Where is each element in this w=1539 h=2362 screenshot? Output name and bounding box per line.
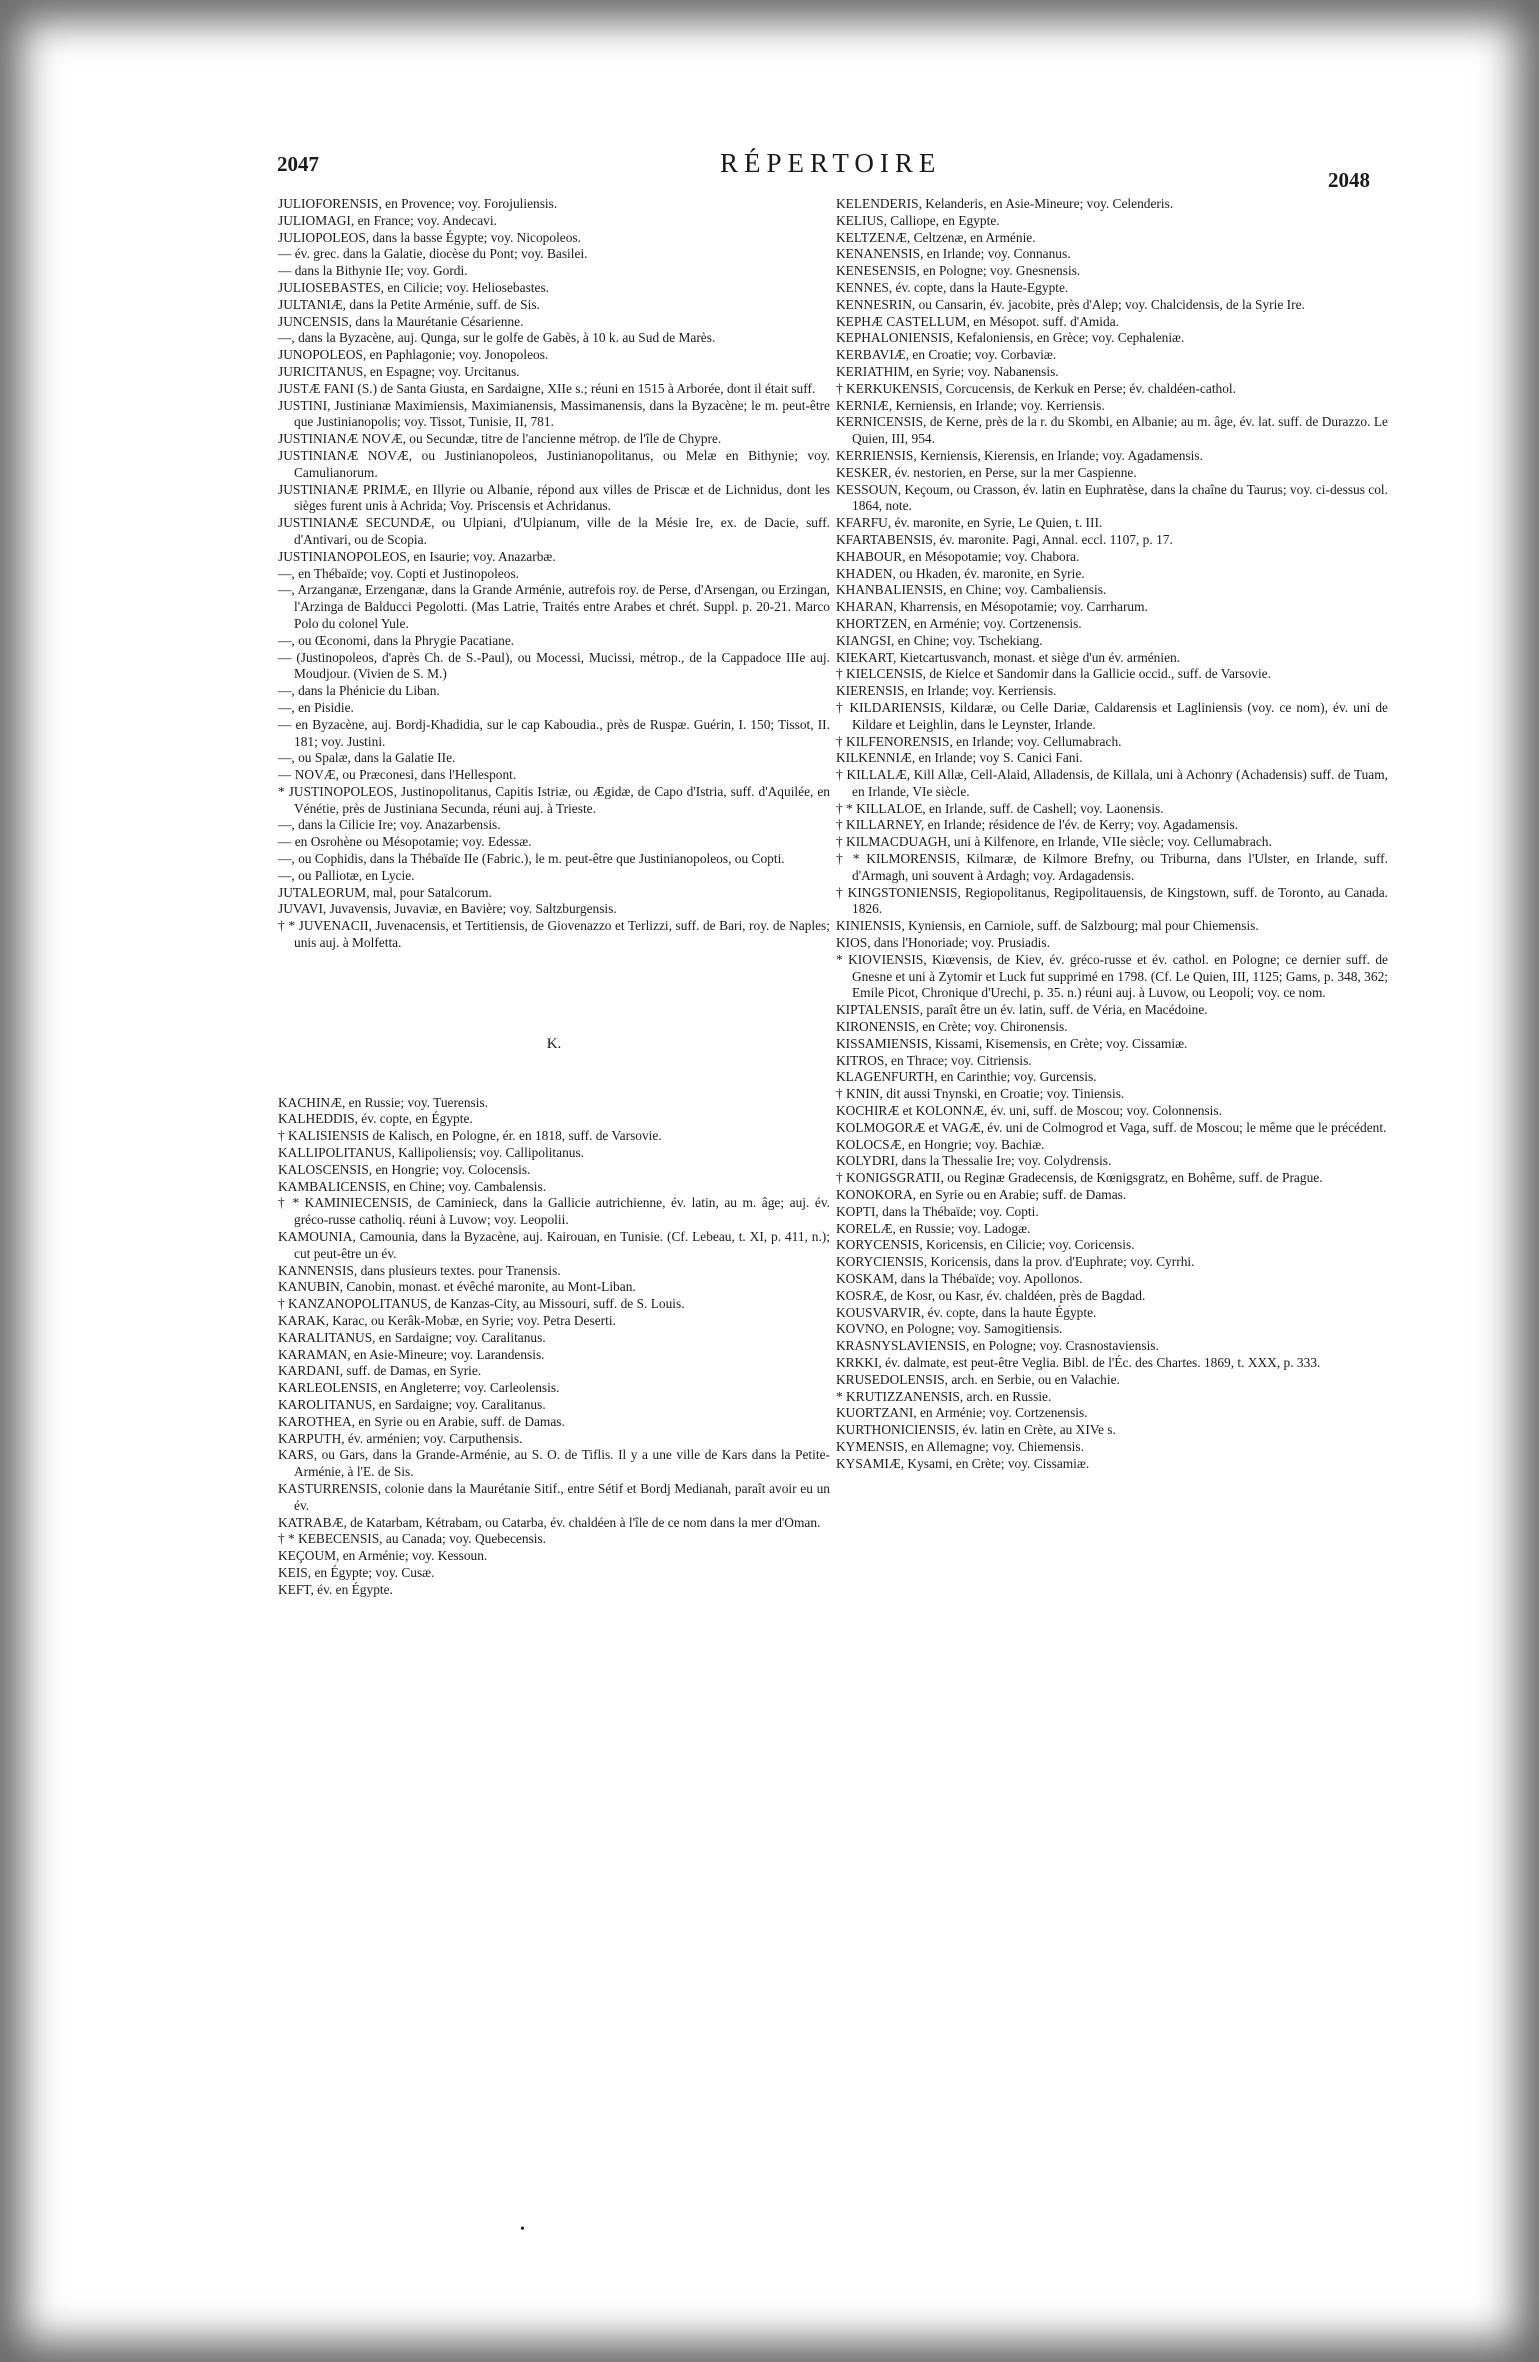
dictionary-entry: KOLMOGORÆ et VAGÆ, év. uni de Colmogrod et Vaga, suff. de Moscou; le même que le précédent. <box>836 1119 1387 1135</box>
dictionary-entry: JUSTINIANÆ NOVÆ, ou Secundæ, titre de l'ancienne métrop. de l'île de Chypre. <box>278 431 722 447</box>
dictionary-entry: † KILLALÆ, Kill Allæ, Cell-Alaid, Alladensis, de Killala, uni à Achonry (Achadensis) suff. de Tuam, en Irlande, VIe siècle. <box>836 767 1388 799</box>
dictionary-entry: KARAMAN, en Asie-Mineure; voy. Larandensis. <box>278 1346 545 1362</box>
dictionary-entry: KARALITANUS, en Sardaigne; voy. Caralitanus. <box>278 1329 546 1345</box>
dictionary-entry: KESSOUN, Keçoum, ou Crasson, év. latin en Euphratèse, dans la chaîne du Taurus; voy. ci-dessus col. 1864, note. <box>836 481 1388 514</box>
dictionary-entry: KFARFU, év. maronite, en Syrie, Le Quien, t. III. <box>836 515 1103 531</box>
dictionary-entry: KENANENSIS, en Irlande; voy. Connanus. <box>836 246 1071 262</box>
dictionary-entry: KARDANI, suff. de Damas, en Syrie. <box>278 1363 482 1379</box>
dictionary-entry: KIEKART, Kietcartusvanch, monast. et siège d'un év. arménien. <box>836 649 1181 665</box>
dictionary-entry: † KALISIENSIS de Kalisch, en Pologne, ér. en 1818, suff. de Varsovie. <box>278 1128 662 1144</box>
dictionary-entry: † KILLARNEY, en Irlande; résidence de l'év. de Kerry; voy. Agadamensis. <box>836 817 1239 833</box>
dictionary-entry: † KIELCENSIS, de Kielce et Sandomir dans la Gallicie occid., suff. de Varsovie. <box>836 666 1271 682</box>
dictionary-entry: KATRABÆ, de Katarbam, Kétrabam, ou Catarba, év. chaldéen à l'île de ce nom dans la mer d'Oman. <box>278 1514 821 1530</box>
dictionary-entry: KIANGSI, en Chine; voy. Tschekiang. <box>836 632 1043 648</box>
dictionary-entry: † KNIN, dit aussi Tnynski, en Croatie; voy. Tiniensis. <box>836 1086 1125 1102</box>
dictionary-entry: † KONIGSGRATII, ou Reginæ Gradecensis, de Kœnigsgratz, en Bohême, suff. de Prague. <box>836 1170 1323 1186</box>
dictionary-entry: † * KAMINIECENSIS, de Caminieck, dans la Gallicie autrichienne, év. latin, au m. âge; auj. év. gréco-russe catholiq. réuni à Luvow; voy. Leopolii. <box>278 1195 830 1228</box>
dictionary-entry: KARS, ou Gars, dans la Grande-Arménie, au S. O. de Tiflis. Il y a une ville de Kars dans la Petite-Arménie, à l'E. de Sis. <box>278 1447 830 1480</box>
dictionary-entry: KALLIPOLITANUS, Kallipoliensis; voy. Callipolitanus. <box>278 1145 585 1161</box>
dictionary-entry: KOLYDRI, dans la Thessalie Ire; voy. Colydrensis. <box>836 1153 1112 1169</box>
dictionary-entry: KIRONENSIS, en Crète; voy. Chironensis. <box>836 1019 1068 1035</box>
dictionary-entry: KALHEDDIS, év. copte, en Égypte. <box>278 1111 473 1127</box>
dictionary-entry: —, en Pisidie. <box>278 699 354 715</box>
dictionary-entry: KRKKI, év. dalmate, est peut-être Veglia. Bibl. de l'Éc. des Chartes. 1869, t. XXX, p. 333. <box>836 1354 1321 1370</box>
dictionary-entry: —, ou Spalæ, dans la Galatie IIe. <box>278 750 456 766</box>
dictionary-entry: KHANBALIENSIS, en Chine; voy. Cambaliensis. <box>836 582 1107 598</box>
dictionary-entry: KEFT, év. en Égypte. <box>278 1581 393 1597</box>
dictionary-entry: JUNCENSIS, dans la Maurétanie Césarienne. <box>278 313 524 329</box>
dictionary-entry: * KRUTIZZANENSIS, arch. en Russie. <box>836 1388 1052 1404</box>
dictionary-entry: KAMOUNIA, Camounia, dans la Byzacène, auj. Kairouan, en Tunisie. (Cf. Lebeau, t. XI, p. 411, n.); cut peut-être un év. <box>278 1229 830 1261</box>
dictionary-entry: KEÇOUM, en Arménie; voy. Kessoun. <box>278 1548 488 1564</box>
dictionary-entry: † KILFENORENSIS, en Irlande; voy. Cellumabrach. <box>836 733 1122 749</box>
dictionary-entry: JUSTINI, Justinianæ Maximiensis, Maximianensis, Massimanensis, dans la Byzacène; le m. peut-être que Justinianopolis; voy. Tissot, Tunisie, II, 781. <box>278 397 830 430</box>
dictionary-entry: KENESENSIS, en Pologne; voy. Gnesnensis. <box>836 263 1081 279</box>
dictionary-entry: KISSAMIENSIS, Kissami, Kisemensis, en Crète; voy. Cissamiæ. <box>836 1035 1188 1051</box>
dictionary-entry: KONOKORA, en Syrie ou en Arabie; suff. de Damas. <box>836 1187 1127 1203</box>
dictionary-entry: —, en Thébaïde; voy. Copti et Justinopoleos. <box>278 565 520 581</box>
dictionary-entry: — (Justinopoleos, d'après Ch. de S.-Paul), ou Mocessi, Mucissi, métrop., de la Cappadoce IIIe auj. Moudjour. (Vivien de S. M.) <box>278 649 830 682</box>
dictionary-entry: KOSRÆ, de Kosr, ou Kasr, év. chaldéen, près de Bagdad. <box>836 1287 1146 1303</box>
dictionary-entry: † * KEBECENSIS, au Canada; voy. Quebecensis. <box>278 1531 547 1547</box>
dictionary-entry: KOSKAM, dans la Thébaïde; voy. Apollonos. <box>836 1271 1083 1286</box>
dictionary-entry: KELENDERIS, Kelanderis, en Asie-Mineure; voy. Celenderis. <box>836 196 1174 211</box>
dictionary-entry: JUSTINIANÆ PRIMÆ, en Illyrie ou Albanie, répond aux villes de Priscæ et de Lichnidus, dont les sièges furent unis à Achrida; Voy. Priscensis et Achridanus. <box>278 481 830 514</box>
dictionary-entry: — év. grec. dans la Galatie, diocèse du Pont; voy. Basilei. <box>278 246 588 262</box>
dictionary-entry: — NOVÆ, ou Præconesi, dans l'Hellespont. <box>278 767 517 783</box>
dictionary-entry: KITROS, en Thrace; voy. Citriensis. <box>836 1052 1032 1068</box>
dictionary-entry: KACHINÆ, en Russie; voy. Tuerensis. <box>278 1094 489 1110</box>
dictionary-entry: KRUSEDOLENSIS, arch. en Serbie, ou en Valachie. <box>836 1371 1120 1387</box>
right-page-number: 2048 <box>1328 168 1370 192</box>
dictionary-entry: KORYCIENSIS, Koricensis, dans la prov. d'Euphrate; voy. Cyrrhi. <box>836 1254 1195 1270</box>
dictionary-entry: JUVAVI, Juvavensis, Juvaviæ, en Bavière; voy. Saltzburgensis. <box>278 901 617 917</box>
dictionary-entry: KIPTALENSIS, paraît être un év. latin, suff. de Véria, en Macédoine. <box>836 1002 1208 1018</box>
dictionary-entry: JULIOSEBASTES, en Cilicie; voy. Heliosebastes. <box>278 279 550 295</box>
dictionary-entry: KALOSCENSIS, en Hongrie; voy. Colocensis. <box>278 1161 531 1177</box>
left-column <box>278 196 830 1599</box>
dictionary-entry: † * KILMORENSIS, Kilmaræ, de Kilmore Brefny, ou Triburna, dans l'Ulster, en Irlande, suff. d'Armagh, uni souvent à Ardagh; voy. Ardagadensis. <box>836 851 1388 883</box>
dictionary-entry: KERNIÆ, Kerniensis, en Irlande; voy. Kerriensis. <box>836 397 1105 413</box>
dictionary-entry: JUSTINIANÆ NOVÆ, ou Justinianopoleos, Justinianopolitanus, ou Melæ en Bithynie; voy. Camulianorum. <box>278 447 830 480</box>
dictionary-entry: JUTALEORUM, mal, pour Satalcorum. <box>278 884 492 900</box>
dictionary-entry: KYMENSIS, en Allemagne; voy. Chiemensis. <box>836 1438 1084 1454</box>
dictionary-entry: KAROTHEA, en Syrie ou en Arabie, suff. de Damas. <box>278 1413 565 1429</box>
dictionary-entry: KHARAN, Kharrensis, en Mésopotamie; voy. Carrharum. <box>836 599 1148 615</box>
page-title: RÉPERTOIRE <box>720 148 942 178</box>
dictionary-entry: KENNESRIN, ou Cansarin, év. jacobite, près d'Alep; voy. Chalcidensis, de la Syrie Ire. <box>836 296 1305 312</box>
dictionary-entry: —, ou Cophidis, dans la Thébaïde IIe (Fabric.), le m. peut-être que Justinianopoleos, ou Copti. <box>278 851 785 867</box>
dictionary-entry: JUSTINIANOPOLEOS, en Isaurie; voy. Anazarbæ. <box>278 548 556 564</box>
dictionary-entry: JULIOMAGI, en France; voy. Andecavi. <box>278 212 497 228</box>
dictionary-entry: KHABOUR, en Mésopotamie; voy. Chabora. <box>836 548 1080 564</box>
dictionary-entry: KARPUTH, év. arménien; voy. Carputhensis. <box>278 1430 523 1446</box>
dictionary-entry: KANNENSIS, dans plusieurs textes. pour Tranensis. <box>278 1262 561 1278</box>
dictionary-entry: * JUSTINOPOLEOS, Justinopolitanus, Capitis Istriæ, ou Ægidæ, de Capo d'Istria, suff. d'Aquilée, en Vénétie, près de Justiniana Secunda, réuni auj. à Trieste. <box>278 783 830 816</box>
dictionary-entry: KORYCENSIS, Koricensis, en Cilicie; voy. Coricensis. <box>836 1237 1135 1253</box>
dictionary-entry: KILKENNIÆ, en Irlande; voy S. Canici Fani. <box>836 750 1083 766</box>
dictionary-entry: KESKER, év. nestorien, en Perse, sur la mer Caspienne. <box>836 464 1137 480</box>
dictionary-entry: KELIUS, Calliope, en Egypte. <box>836 212 1000 228</box>
dictionary-entry: * KIOVIENSIS, Kiœvensis, de Kiev, év. gréco-russe et év. cathol. en Pologne; ce dernier suff. de Gnesne et uni à Zytomir et Luck fut supprimé en 1798. (Cf. Le Quien, III, 1125; Gams, p. 348, 362; Emile Picot, Chronique d'Urechi, p. 35. n.) réuni auj. à Luvow, ou Leopoli; voy. ce nom. <box>836 951 1388 1001</box>
dictionary-entry: KEIS, en Égypte; voy. Cusæ. <box>278 1564 435 1580</box>
dictionary-entry: KOVNO, en Pologne; voy. Samogitiensis. <box>836 1321 1063 1337</box>
dictionary-entry: KINIENSIS, Kyniensis, en Carniole, suff. de Salzbourg; mal pour Chiemensis. <box>836 918 1259 934</box>
dictionary-entry: — en Byzacène, auj. Bordj-Khadidia, sur le cap Kaboudia., près de Ruspæ. Guérin, I. 150; Tissot, II. 181; voy. Justini. <box>278 716 830 749</box>
dictionary-entry: —, Arzanganæ, Erzenganæ, dans la Grande Arménie, autrefois roy. de Perse, d'Arsengan, ou Erzingan, l'Arzinga de Balducci Pegolotti. (Mas Latrie, Traités entre Arabes et chrét. Suppl. p. 20-21. Marco Polo du colonel Yule. <box>278 582 830 631</box>
dictionary-entry: † * JUVENACII, Juvenacensis, et Tertitiensis, de Giovenazzo et Terlizzi, suff. de Bari, roy. de Naples; unis auj. à Molfetta. <box>278 918 830 951</box>
dictionary-entry: —, ou Œconomi, dans la Phrygie Pacatiane. <box>278 632 515 648</box>
dictionary-entry: † * KILLALOE, en Irlande, suff. de Cashell; voy. Laonensis. <box>836 800 1164 816</box>
dictionary-entry: KHORTZEN, en Arménie; voy. Cortzenensis. <box>836 615 1082 631</box>
dictionary-entry: KARLEOLENSIS, en Angleterre; voy. Carleolensis. <box>278 1380 560 1396</box>
dictionary-entry: KOPTI, dans la Thébaïde; voy. Copti. <box>836 1203 1039 1219</box>
dictionary-entry: KRASNYSLAVIENSIS, en Pologne; voy. Crasnostaviensis. <box>836 1338 1159 1354</box>
dictionary-entry: KARAK, Karac, ou Kerâk-Mobæ, en Syrie; voy. Petra Deserti. <box>278 1313 616 1329</box>
dictionary-entry: —, ou Palliotæ, en Lycie. <box>278 867 415 883</box>
dictionary-entry: KURTHONICIENSIS, év. latin en Crète, au XIVe s. <box>836 1422 1116 1438</box>
section-heading-k: K. <box>546 1035 562 1052</box>
dictionary-entry: JULIOPOLEOS, dans la basse Égypte; voy. Nicopoleos. <box>278 229 581 245</box>
dictionary-entry: JURICITANUS, en Espagne; voy. Urcitanus. <box>278 363 520 379</box>
dictionary-entry: JULTANIÆ, dans la Petite Arménie, suff. de Sis. <box>278 296 540 312</box>
dictionary-entry: KERIATHIM, en Syrie; voy. Nabanensis. <box>836 363 1059 379</box>
dictionary-entry: KUORTZANI, en Arménie; voy. Cortzenensis. <box>836 1405 1088 1421</box>
dictionary-entry: KOCHIRÆ et KOLONNÆ, év. uni, suff. de Moscou; voy. Colonnensis. <box>836 1103 1222 1119</box>
dictionary-entry: KENNES, év. copte, dans la Haute-Egypte. <box>836 279 1069 295</box>
dictionary-entry: KERBAVIÆ, en Croatie; voy. Corbaviæ. <box>836 347 1057 363</box>
dictionary-entry: † KILMACDUAGH, uni à Kilfenore, en Irlande, VIIe siècle; voy. Cellumabrach. <box>836 834 1272 850</box>
dictionary-entry: KASTURRENSIS, colonie dans la Maurétanie Sitif., entre Sétif et Bordj Medianah, paraît avoir eu un év. <box>278 1480 830 1513</box>
dictionary-entry: † KERKUKENSIS, Corcucensis, de Kerkuk en Perse; év. chaldéen-cathol. <box>836 380 1236 396</box>
bottom-mark: • <box>520 2222 525 2237</box>
dictionary-entry: † KINGSTONIENSIS, Regiopolitanus, Regipolitauensis, de Kingstown, suff. de Toronto, au Canada. 1826. <box>836 884 1388 917</box>
dictionary-entry: JULIOFORENSIS, en Provence; voy. Forojuliensis. <box>278 196 558 211</box>
dictionary-entry: KOLOCSÆ, en Hongrie; voy. Bachiæ. <box>836 1136 1045 1152</box>
dictionary-entry: —, dans la Phénicie du Liban. <box>278 683 440 699</box>
right-column <box>836 196 1388 1473</box>
dictionary-entry: — dans la Bithynie IIe; voy. Gordi. <box>278 263 468 279</box>
dictionary-entry: KAMBALICENSIS, en Chine; voy. Cambalensis. <box>278 1178 547 1194</box>
dictionary-entry: KELTZENÆ, Celtzenæ, en Arménie. <box>836 229 1036 245</box>
dictionary-entry: —, dans la Cilicie Ire; voy. Anazarbensis. <box>278 817 501 833</box>
dictionary-entry: KIOS, dans l'Honoriade; voy. Prusiadis. <box>836 935 1050 951</box>
dictionary-entry: KLAGENFURTH, en Carinthie; voy. Gurcensis. <box>836 1069 1097 1085</box>
dictionary-entry: KOUSVARVIR, év. copte, dans la haute Égypte. <box>836 1304 1097 1320</box>
dictionary-entry: KYSAMIÆ, Kysami, en Crète; voy. Cissamiæ. <box>836 1455 1090 1471</box>
dictionary-entry: KORELÆ, en Russie; voy. Ladogæ. <box>836 1220 1031 1236</box>
left-page-number: 2047 <box>277 152 319 176</box>
dictionary-entry: JUSTÆ FANI (S.) de Santa Giusta, en Sardaigne, XIIe s.; réuni en 1515 à Arborée, dont il était suff. <box>278 380 816 396</box>
dictionary-entry: † KANZANOPOLITANUS, de Kanzas-City, au Missouri, suff. de S. Louis. <box>278 1296 685 1312</box>
dictionary-entry: KEPHALONIENSIS, Kefaloniensis, en Grèce; voy. Cephaleniæ. <box>836 330 1185 346</box>
dictionary-entry: KERNICENSIS, de Kerne, près de la r. du Skombi, en Albanie; au m. âge, év. lat. suff. de Durazzo. Le Quien, III, 954. <box>836 414 1388 447</box>
dictionary-entry: KAROLITANUS, en Sardaigne; voy. Caralitanus. <box>278 1397 546 1412</box>
dictionary-entry: — en Osrohène ou Mésopotamie; voy. Edessæ. <box>278 834 532 850</box>
dictionary-entry: KFARTABENSIS, év. maronite. Pagi, Annal. eccl. 1107, p. 17. <box>836 531 1173 547</box>
dictionary-entry: JUNOPOLEOS, en Paphlagonie; voy. Jonopoleos. <box>278 347 549 363</box>
dictionary-entry: KANUBIN, Canobin, monast. et évêché maronite, au Mont-Liban. <box>278 1279 636 1295</box>
dictionary-entry: KEPHÆ CASTELLUM, en Mésopot. suff. d'Amida. <box>836 313 1119 329</box>
dictionary-entry: KHADEN, ou Hkaden, év. maronite, en Syrie. <box>836 565 1085 581</box>
dictionary-entry: —, dans la Byzacène, auj. Qunga, sur le golfe de Gabès, à 10 k. au Sud de Marès. <box>278 330 716 346</box>
dictionary-entry: KERRIENSIS, Kerniensis, Kierensis, en Irlande; voy. Agadamensis. <box>836 447 1203 463</box>
dictionary-entry: † KILDARIENSIS, Kildaræ, ou Celle Dariæ, Caldarensis et Lagliniensis (voy. ce nom), év. uni de Kildare et Leighlin, dans le Leynster, Irlande. <box>836 699 1388 732</box>
dictionary-entry: KIERENSIS, en Irlande; voy. Kerriensis. <box>836 683 1057 699</box>
dictionary-entry: JUSTINIANÆ SECUNDÆ, ou Ulpiani, d'Ulpianum, ville de la Mésie Ire, ex. de Dacie, suff. d'Antivari, ou de Scopia. <box>278 515 830 547</box>
